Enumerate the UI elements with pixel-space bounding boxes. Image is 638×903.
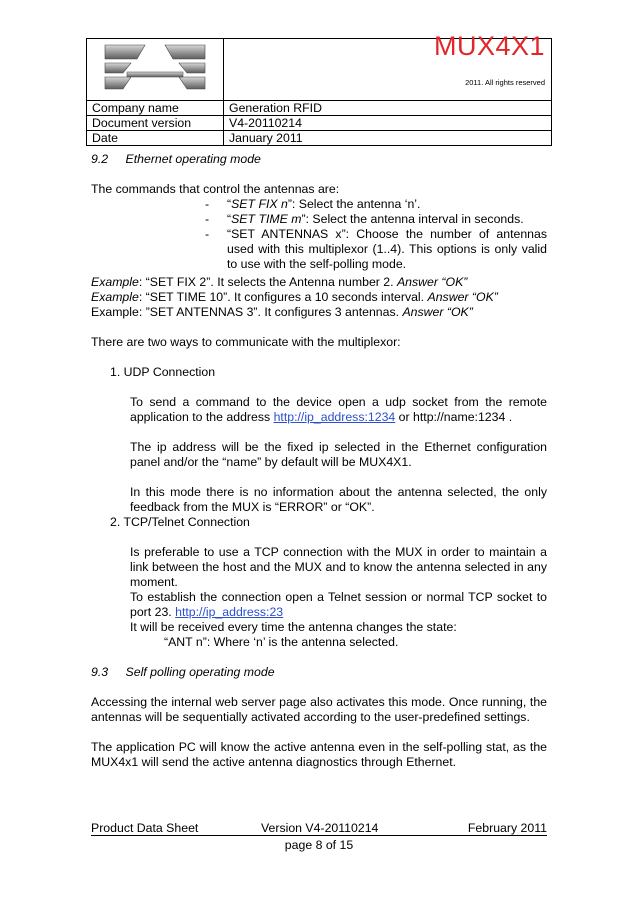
command-name: SET TIME m: [231, 212, 302, 226]
footer: [91, 820, 547, 836]
example-text: : “SET FIX 2”. It selects the Antenna number 2.: [138, 275, 397, 289]
example-label: Example: [91, 275, 139, 289]
udp-heading: 1. UDP Connection: [110, 365, 216, 379]
example-line: [91, 290, 547, 305]
header-value: Generation RFID: [224, 101, 552, 116]
brand-cell: [224, 31, 552, 101]
section-title: Ethernet operating mode: [125, 152, 261, 166]
footer-center: Version V4-20110214: [261, 821, 379, 835]
section-number: 9.3: [91, 665, 109, 679]
example-label: Example: [91, 290, 139, 304]
tcp-text: To establish the connection open a Telnet session or normal TCP socket to port 23.: [130, 590, 547, 619]
self-polling-paragraph-2: The application PC will know the active antenna even in the self-polling stat, as the MUX4x1 will send the active antenna diagnostics through Ethernet.: [91, 740, 547, 769]
header-label: Date: [87, 131, 224, 146]
tcp-paragraph-2: [130, 590, 547, 620]
example-answer: Answer “OK”: [402, 305, 473, 319]
command-desc: “SET ANTENNAS x”: Choose the number of antennas used with this multiplexor (1..4). This options is only valid to use with the self-polling mode.: [227, 227, 547, 271]
tcp-address-link[interactable]: http://ip_address:23: [175, 605, 284, 619]
quote: “: [227, 212, 232, 226]
tcp-heading: 2. TCP/Telnet Connection: [110, 515, 250, 529]
company-logo: [87, 39, 223, 97]
header-value: January 2011: [224, 131, 552, 146]
udp-address-link[interactable]: http://ip_address:1234: [273, 410, 396, 424]
example-text: : “SET TIME 10”. It configures a 10 seconds interval.: [138, 290, 428, 304]
tcp-paragraph-4: “ANT n”: Where ‘n’ is the antenna selected.: [164, 635, 399, 649]
page-number: page 8 of 15: [284, 838, 354, 852]
rights-note: 2011. All rights reserved: [465, 78, 545, 87]
udp-text: To send a command to the device open a udp socket from the remote application to the address: [130, 395, 547, 424]
bullet-dash: -: [205, 227, 210, 241]
tcp-paragraph-1: Is preferable to use a TCP connection with the MUX in order to maintain a link between the host and the MUX and to know the antenna selected in any moment.: [130, 545, 547, 589]
section-title: Self polling operating mode: [125, 665, 275, 679]
example-label: Example:: [91, 305, 146, 319]
header-row: [87, 131, 552, 146]
logo-cell: [87, 39, 224, 101]
udp-text-end: or http://name:1234 .: [395, 410, 513, 424]
udp-paragraph-3: In this mode there is no information about the antenna selected, the only feedback from the MUX is “ERROR” or “OK”.: [130, 485, 547, 514]
bullet-item: [227, 227, 547, 272]
udp-paragraph-2: The ip address will be the fixed ip selected in the Ethernet configuration panel and/or the “name” by default will be MUX4X1.: [130, 440, 547, 469]
tcp-paragraph-3: It will be received every time the antenna changes the state:: [130, 620, 457, 634]
header-table: [86, 31, 552, 146]
quote: “: [227, 197, 232, 211]
command-desc: ”: Select the antenna interval in seconds.: [301, 212, 524, 226]
bullet-dash: -: [205, 197, 210, 211]
header-row: [87, 116, 552, 131]
example-answer: Answer “OK”: [396, 275, 468, 289]
example-text: ”SET ANTENNAS 3”. It configures 3 antennas.: [145, 305, 403, 319]
self-polling-paragraph-1: Accessing the internal web server page also activates this mode. Once running, the antennas will be sequentially activated according to the user-predefined settings.: [91, 695, 547, 724]
command-desc: ”: Select the antenna ‘n’.: [287, 197, 421, 211]
footer-right: February 2011: [467, 821, 547, 835]
command-name: SET FIX n: [231, 197, 288, 211]
bullet-item: [227, 197, 547, 212]
udp-paragraph-1: [130, 395, 547, 425]
example-line: [91, 305, 547, 320]
bullet-item: [227, 212, 547, 227]
header-label: Company name: [87, 101, 224, 116]
ways-intro: There are two ways to communicate with the multiplexor:: [91, 335, 401, 349]
example-line: [91, 275, 547, 290]
header-row: [87, 101, 552, 116]
footer-left: Product Data Sheet: [91, 821, 199, 835]
header-value: V4-20110214: [224, 116, 552, 131]
example-answer: Answer “OK”: [427, 290, 498, 304]
bullet-dash: -: [205, 212, 210, 226]
section-9-3-heading: [91, 665, 547, 680]
commands-intro: The commands that control the antennas are:: [91, 182, 340, 196]
header-label: Document version: [87, 116, 224, 131]
section-number: 9.2: [91, 152, 109, 166]
brand-title: MUX4X1: [433, 31, 545, 61]
section-9-2-heading: [91, 152, 547, 167]
